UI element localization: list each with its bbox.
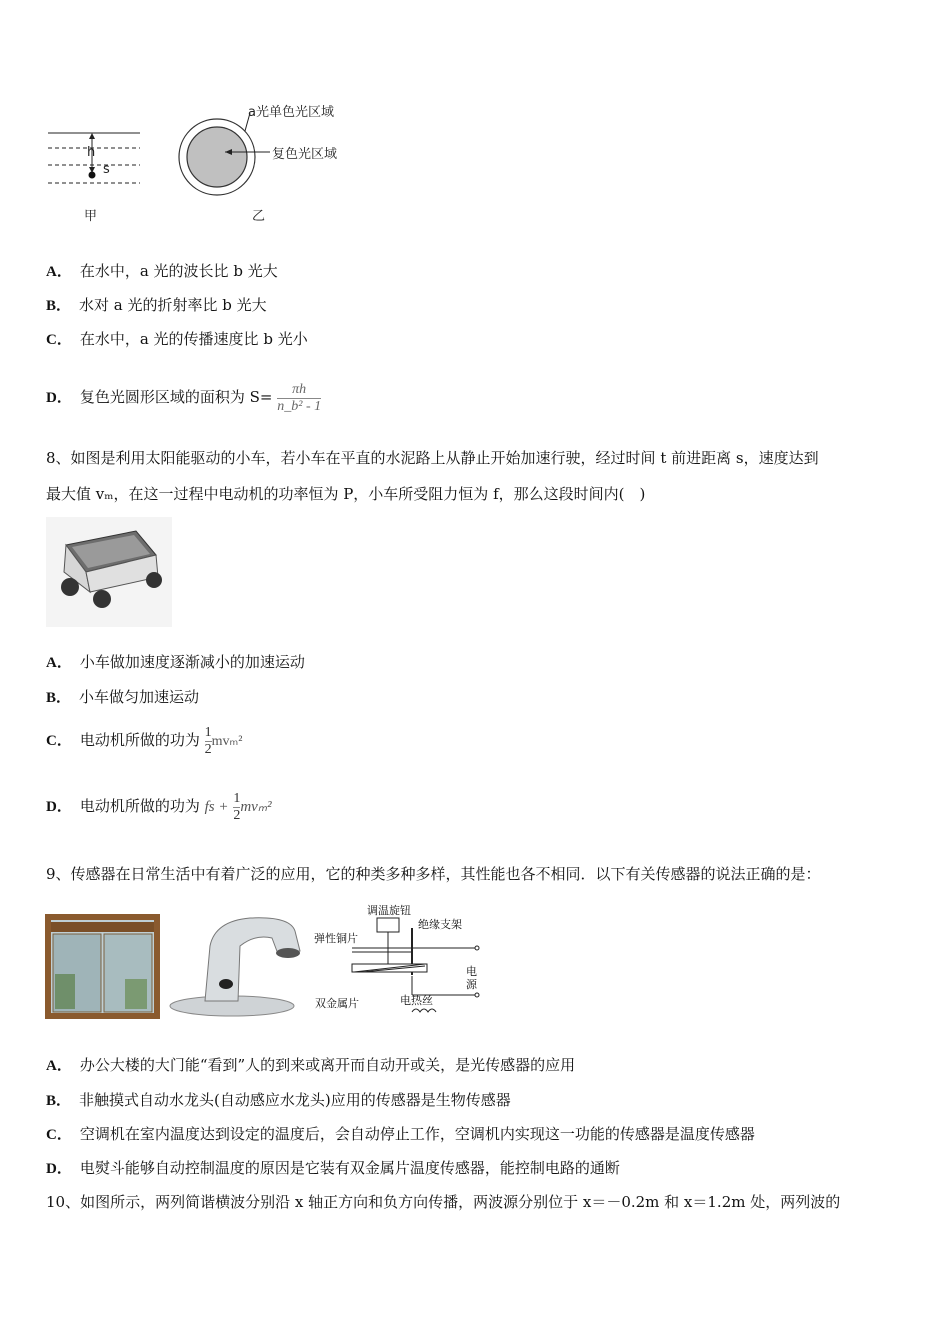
option-label: B． xyxy=(46,1093,72,1109)
q9-stem-line1: 9、传感器在日常生活中有着广泛的应用，它的种类多种多样，其性能也各不相同．以下有关传感器的说法正确的是： xyxy=(46,865,821,883)
option-text: 电熨斗能够自动控制温度的原因是它装有双金属片温度传感器，能控制电路的通断 xyxy=(79,1159,620,1177)
label-power: 电源 xyxy=(466,965,477,991)
q7-option-c[interactable] xyxy=(46,329,308,350)
q9-option-c[interactable] xyxy=(46,1124,755,1145)
option-text: 小车做加速度逐渐减小的加速运动 xyxy=(79,653,305,671)
figure-label-yi: 乙 xyxy=(252,209,266,224)
s-label: s xyxy=(103,162,110,177)
figure-label-jia: 甲 xyxy=(84,209,98,224)
formula-numerator: πh xyxy=(292,381,307,397)
label-support: 绝缘支架 xyxy=(418,918,462,931)
option-label: C． xyxy=(46,332,72,348)
q9-option-a[interactable] xyxy=(46,1055,575,1076)
q8-option-d[interactable] xyxy=(46,783,272,830)
q8-option-c[interactable] xyxy=(46,720,242,762)
label-copper: 弹性铜片 xyxy=(314,932,358,945)
automatic-door-image xyxy=(45,914,160,1019)
label-heater: 电热丝 xyxy=(400,994,433,1007)
option-text: 小车做匀加速运动 xyxy=(79,688,200,706)
formula-numerator: 1 xyxy=(204,724,212,740)
solar-car-image xyxy=(46,517,172,627)
area-formula xyxy=(277,382,321,415)
label-knob: 调温旋钮 xyxy=(367,904,411,917)
q8-stem-line1: 8、如图是利用太阳能驱动的小车，若小车在平直的水泥路上从静止开始加速行驶，经过时间 t 前进距离 s，速度达到 xyxy=(46,449,819,467)
formula-denominator: 2 xyxy=(204,741,212,757)
a-region-label: a光单色光区域 xyxy=(248,105,334,120)
q9-option-d[interactable] xyxy=(46,1158,620,1179)
option-text: 复色光圆形区域的面积为 S= xyxy=(79,388,273,406)
option-text: 办公大楼的大门能“看到”人的到来或离开而自动开或关，是光传感器的应用 xyxy=(79,1056,576,1074)
q8-option-a[interactable] xyxy=(46,652,305,673)
q9-option-b[interactable] xyxy=(46,1090,511,1111)
option-label: D． xyxy=(46,1161,72,1177)
q8-stem-line2: 最大值 vₘ，在这一过程中电动机的功率恒为 P，小车所受阻力恒为 f，那么这段时间内( ) xyxy=(46,485,646,503)
option-label: A． xyxy=(46,1058,72,1074)
option-text: 水对 a 光的折射率比 b 光大 xyxy=(79,296,267,314)
option-text: 在水中，a 光的传播速度比 b 光小 xyxy=(79,330,308,348)
work-formula-tail: mvₘ² xyxy=(211,734,243,749)
q10-stem-line1: 10、如图所示，两列简谐横波分别沿 x 轴正方向和负方向传播，两波源分别位于 x＝－0.2m 和 x＝1.2m 处，两列波的 xyxy=(46,1193,841,1211)
mixed-region-label: 复色光区域 xyxy=(272,147,338,162)
sensor-faucet-image xyxy=(160,906,310,1021)
option-label: B． xyxy=(46,298,72,314)
option-label: A． xyxy=(46,264,72,280)
option-label: A． xyxy=(46,655,72,671)
option-label: B． xyxy=(46,690,72,706)
work-formula-tail: mvₘ² xyxy=(240,799,272,815)
q7-option-d[interactable] xyxy=(46,374,321,421)
h-label: h xyxy=(87,145,96,160)
formula-denominator: 2 xyxy=(233,807,241,823)
option-text: 电动机所做的功为 xyxy=(79,731,200,749)
label-bimetal: 双金属片 xyxy=(315,997,359,1010)
work-formula-fraction xyxy=(205,725,212,758)
work-formula-head: fs + xyxy=(204,799,229,815)
option-label: C． xyxy=(46,1127,72,1143)
option-text: 空调机在室内温度达到设定的温度后，会自动停止工作，空调机内实现这一功能的传感器是温度传感器 xyxy=(79,1125,755,1143)
q7-option-b[interactable] xyxy=(46,295,267,316)
option-label: D． xyxy=(46,799,72,815)
formula-numerator: 1 xyxy=(233,790,241,806)
option-text: 非触摸式自动水龙头(自动感应水龙头)应用的传感器是生物传感器 xyxy=(79,1091,511,1109)
formula-denominator: n_b² - 1 xyxy=(277,398,322,414)
q7-option-a[interactable] xyxy=(46,261,278,282)
option-text: 在水中，a 光的波长比 b 光大 xyxy=(79,262,278,280)
option-label: C． xyxy=(46,733,72,749)
q8-option-b[interactable] xyxy=(46,687,199,708)
option-text: 电动机所做的功为 xyxy=(79,797,200,815)
option-label: D． xyxy=(46,390,72,406)
